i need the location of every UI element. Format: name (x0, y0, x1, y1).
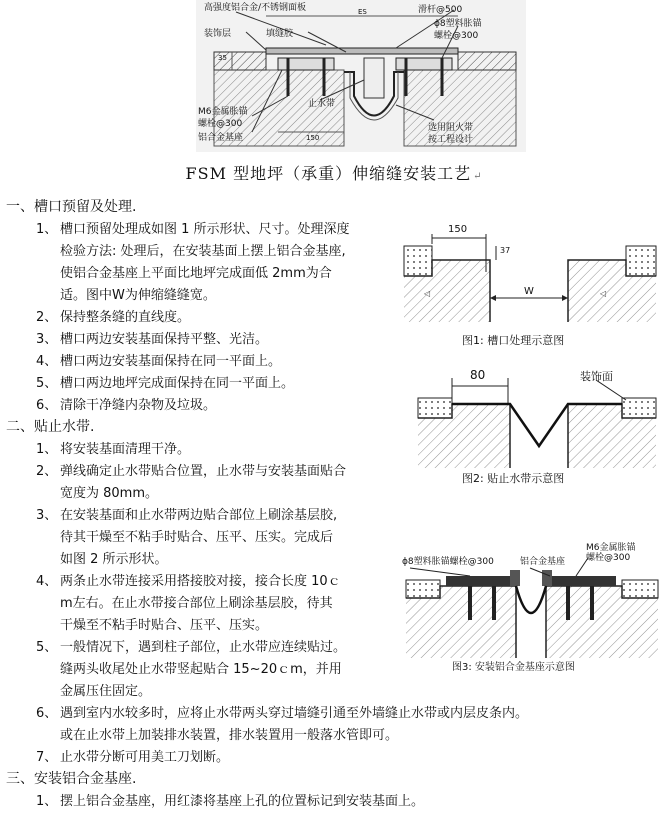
s1-item5-num: 5、 (36, 376, 58, 391)
label-decor-face: 装饰层 (204, 29, 232, 39)
s2-item2-line1: 弹线确定止水带贴合位置，止水带与安装基面贴合 (60, 464, 347, 479)
top-section-figure (196, 0, 526, 152)
s2-item4-num: 4、 (36, 574, 58, 589)
s1-item1-line4: 适。图中W为伸缩缝缝宽。 (60, 288, 216, 303)
s1-item6-line1: 清除干净缝内杂物及垃圾。 (60, 398, 217, 413)
figure-1-caption: 图1: 槽口处理示意图 (462, 334, 565, 347)
s2-item4-line3: 干燥至不粘手时贴合、压平、压实。 (60, 618, 269, 633)
dim-es: ES (358, 8, 367, 16)
label-plastic-anchor-1: ϕ8塑料胀锚 (434, 19, 482, 29)
s1-item4-num: 4、 (36, 354, 58, 369)
s1-item3-num: 3、 (36, 332, 58, 347)
label-fire-1: 选用阻火带 (428, 123, 474, 133)
s2-item3-line2: 待其干燥至不粘手时贴合、压平、压实。完成后 (60, 530, 334, 545)
s2-item1-line1: 将安装基面清理干净。 (60, 442, 191, 457)
s2-item6-line2: 或在止水带上加装排水装置，排水装置用一般落水管即可。 (60, 728, 399, 743)
s2-item3-num: 3、 (36, 508, 58, 523)
figure-3-caption: 图3: 安装铝合金基座示意图 (452, 662, 575, 673)
label-alloy-base: 铝合金基座 (198, 133, 244, 143)
label-m6-anchor-1: M6金属胀锚 (198, 107, 248, 117)
section-3-heading: 三、安装铝合金基座. (6, 771, 137, 787)
s2-item4-line2: m左右。在止水带接合部位上刷涂基层胶，待其 (60, 596, 333, 611)
label-m6-anchor-2: 螺栓@300 (198, 119, 243, 129)
s3-item1-line1: 摆上铝合金基座，用红漆将基座上孔的位置标记到安装基面上。 (60, 794, 425, 809)
s2-item5-line3: 金属压住固定。 (60, 684, 152, 699)
section-1-heading: 一、槽口预留及处理. (6, 199, 137, 215)
figure-1-drawing (400, 212, 662, 352)
figure-3 (400, 540, 662, 674)
s1-item1-line2: 检验方法: 处理后，在安装基面上摆上铝合金基座, (60, 244, 346, 259)
svg-text:◁: ◁ (600, 289, 607, 298)
s1-item1-num: 1、 (36, 222, 58, 237)
section-2-heading: 二、贴止水带. (6, 419, 95, 435)
fig3-label-anchor: ϕ8塑料胀锚螺栓@300 (402, 557, 494, 567)
s2-item6-line1: 遇到室内水较多时，应将止水带两头穿过墙缝引通至外墙缝止水带或内层皮条内。 (60, 706, 529, 721)
figure-1 (400, 212, 662, 352)
s2-item3-line3: 如图 2 所示形状。 (60, 552, 168, 567)
s1-item2-num: 2、 (36, 310, 58, 325)
fig1-dim-150: 150 (448, 224, 468, 235)
s2-item2-num: 2、 (36, 464, 58, 479)
page-title: FSM 型地坪（承重）伸缩缝安装工艺 ↵ (185, 164, 483, 183)
figure-2 (400, 364, 662, 488)
s2-item4-line1: 两条止水带连接采用搭接胶对接，接合长度 10ｃ (60, 574, 341, 589)
fig1-dim-w: W (524, 286, 534, 297)
s2-item3-line1: 在安装基面和止水带两边贴合部位上刷涂基层胶, (60, 508, 338, 523)
s1-item6-num: 6、 (36, 398, 58, 413)
dim-35: 35 (218, 54, 227, 62)
figure-2-caption: 图2: 贴止水带示意图 (462, 472, 565, 485)
label-alloy-plate: 高强度铝合金/不锈钢面板 (204, 3, 307, 13)
fig3-label-m6-1: M6金属胀锚 (586, 543, 636, 553)
s2-item5-num: 5、 (36, 640, 58, 655)
s1-item1-line3: 使铝合金基座上平面比地坪完成面低 2mm为合 (60, 266, 332, 281)
fig2-dim-80: 80 (470, 368, 486, 382)
label-slide-bar: 滑杆@500 (418, 5, 463, 15)
svg-text:◁: ◁ (424, 289, 431, 298)
s2-item5-line1: 一般情况下，遇到柱子部位，止水带应连续贴过。 (60, 640, 347, 655)
label-fire-2: 按工程设计 (428, 135, 474, 145)
s1-item5-line1: 槽口两边地坪完成面保持在同一平面上。 (60, 376, 295, 391)
s1-item4-line1: 槽口两边安装基面保持在同一平面上。 (60, 354, 282, 369)
label-sealant: 填缝胶 (266, 29, 294, 39)
fig3-label-base: 铝合金基座 (520, 557, 566, 567)
s1-item1-line1: 槽口预留处理成如图 1 所示形状、尺寸。处理深度 (60, 222, 350, 237)
fig1-dim-37: 37 (500, 246, 511, 255)
s2-item1-num: 1、 (36, 442, 58, 457)
s2-item6-num: 6、 (36, 706, 58, 721)
s1-item3-line1: 槽口两边安装基面保持平整、光洁。 (60, 332, 269, 347)
fig2-label-decor: 装饰面 (580, 370, 613, 383)
fig3-label-m6-2: 螺栓@300 (586, 553, 631, 563)
s2-item2-line2: 宽度为 80mm。 (60, 486, 159, 501)
dim-150: 150 (306, 134, 320, 142)
s2-item7-num: 7、 (36, 750, 58, 765)
s1-item2-line1: 保持整条缝的直线度。 (60, 310, 191, 325)
s2-item5-line2: 缝两头收尾处止水带竖起贴合 15~20ｃm，并用 (60, 662, 342, 677)
label-plastic-anchor-2: 螺栓@300 (434, 31, 479, 41)
s3-item1-num: 1、 (36, 794, 58, 809)
label-waterstop: 止水带 (308, 99, 336, 109)
s2-item7-line1: 止水带分断可用美工刀划断。 (60, 750, 230, 765)
